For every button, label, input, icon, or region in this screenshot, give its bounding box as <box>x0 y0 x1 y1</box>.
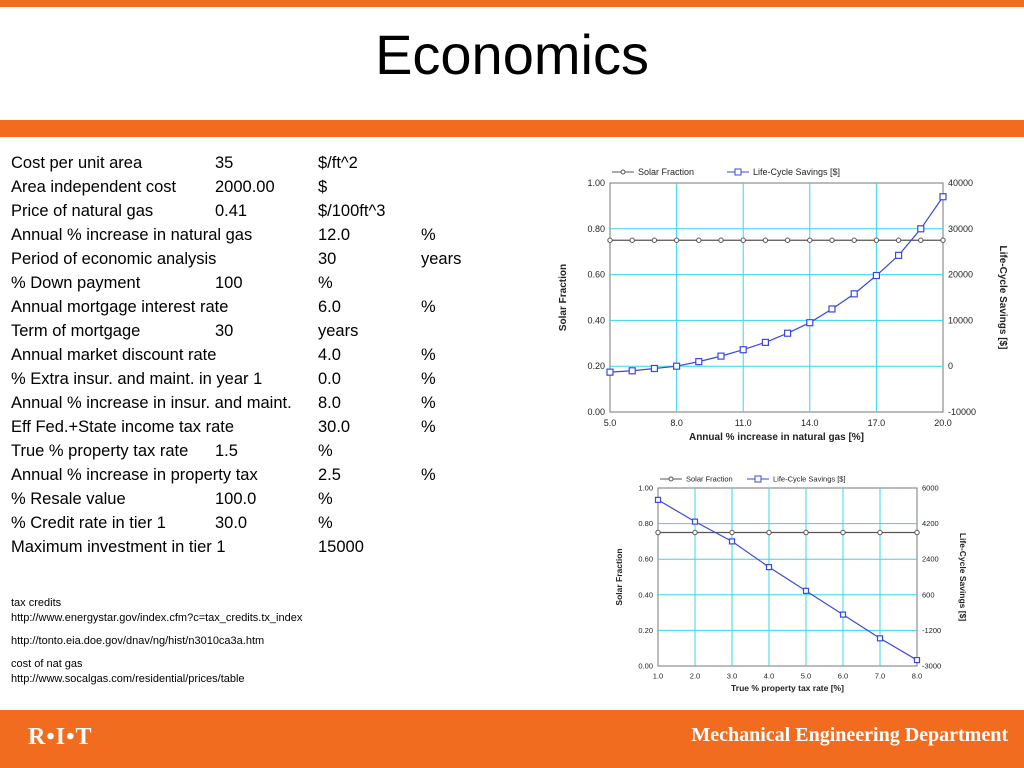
x-tick-label: 8.0 <box>911 671 923 681</box>
lcs-point <box>629 368 635 374</box>
chart-property-tax-rate <box>612 470 972 705</box>
lcs-point <box>873 273 879 279</box>
param-unit: 15000 <box>318 538 364 556</box>
param-extra: % <box>421 466 436 484</box>
param-extra: years <box>421 250 462 268</box>
solar-fraction-point <box>941 238 945 242</box>
lcs-point <box>767 565 772 570</box>
nat-gas-label: cost of nat gas <box>11 658 83 670</box>
y-tick-label: 0.80 <box>587 223 605 234</box>
param-label: Term of mortgage <box>11 322 141 340</box>
param-value: 100 <box>215 274 243 292</box>
param-unit: 4.0 <box>318 346 341 364</box>
param-unit: % <box>318 490 333 508</box>
param-unit: $ <box>318 178 328 196</box>
legend-lcs-label: Life-Cycle Savings [$] <box>753 167 841 177</box>
legend-solar-fraction-label: Solar Fraction <box>686 474 733 484</box>
y2-tick-label: 10000 <box>948 315 974 326</box>
x-tick-label: 8.0 <box>670 418 683 428</box>
lcs-point <box>607 369 613 375</box>
param-value: 2000.00 <box>215 178 275 196</box>
solar-fraction-point <box>719 238 723 242</box>
lcs-point <box>651 365 657 371</box>
param-unit: years <box>318 322 359 340</box>
solar-fraction-point <box>741 238 745 242</box>
param-label: Price of natural gas <box>11 202 154 220</box>
lcs-point <box>785 330 791 336</box>
param-value: 30 <box>215 322 234 340</box>
param-unit: 30 <box>318 250 337 268</box>
lcs-point <box>940 194 946 200</box>
y-tick-label: 1.00 <box>587 178 605 188</box>
param-label: True % property tax rate <box>11 442 189 460</box>
x-axis-label: True % property tax rate [%] <box>731 683 844 693</box>
param-unit: 12.0 <box>318 226 351 244</box>
solar-fraction-point <box>652 238 656 242</box>
param-label: Maximum investment in tier 1 <box>11 538 226 556</box>
param-unit: % <box>318 274 333 292</box>
x-tick-label: 20.0 <box>934 418 952 428</box>
y2-tick-label: 40000 <box>948 178 974 188</box>
param-label: % Credit rate in tier 1 <box>11 514 166 532</box>
lcs-point <box>656 497 661 502</box>
x-tick-label: 1.0 <box>652 671 664 681</box>
y-axis-label: Solar Fraction <box>614 548 624 606</box>
param-label: Annual % increase in property tax <box>11 466 258 484</box>
y-tick-label: 1.00 <box>638 483 653 493</box>
y2-tick-label: 30000 <box>948 223 974 234</box>
solar-fraction-point <box>693 530 697 534</box>
x-tick-label: 7.0 <box>874 671 886 681</box>
legend-lcs-marker <box>735 169 741 175</box>
param-unit: % <box>318 514 333 532</box>
param-label: % Resale value <box>11 490 126 508</box>
param-unit: % <box>318 442 333 460</box>
page-title: Economics <box>375 23 649 86</box>
y2-tick-label: 6000 <box>922 483 939 493</box>
y-tick-label: 0.40 <box>587 315 605 326</box>
param-extra: % <box>421 226 436 244</box>
y2-tick-label: 0 <box>948 361 954 372</box>
solar-fraction-point <box>841 530 845 534</box>
param-label: Cost per unit area <box>11 154 143 172</box>
x-tick-label: 2.0 <box>689 671 701 681</box>
param-label: Eff Fed.+State income tax rate <box>11 418 235 436</box>
solar-fraction-point <box>874 238 878 242</box>
rit-logo: R•I•T <box>28 724 93 750</box>
param-unit: $/100ft^3 <box>318 202 386 220</box>
legend-solar-fraction-marker <box>669 477 673 481</box>
solar-fraction-point <box>915 530 919 534</box>
x-tick-label: 14.0 <box>801 418 819 428</box>
param-label: Area independent cost <box>11 178 177 196</box>
solar-fraction-point <box>697 238 701 242</box>
lcs-point <box>918 226 924 232</box>
solar-fraction-point <box>785 238 789 242</box>
y-tick-label: 0.00 <box>587 407 605 417</box>
tax-credits-label: tax credits <box>11 597 62 609</box>
solar-fraction-point <box>730 530 734 534</box>
lcs-point <box>693 519 698 524</box>
y2-tick-label: -3000 <box>922 661 942 671</box>
nat-gas-url[interactable]: http://www.socalgas.com/residential/prices/table <box>11 673 245 685</box>
lcs-point <box>674 363 680 369</box>
solar-fraction-point <box>808 238 812 242</box>
param-value: 30.0 <box>215 514 248 532</box>
x-tick-label: 3.0 <box>726 671 738 681</box>
solar-fraction-point <box>830 238 834 242</box>
y-axis-label: Solar Fraction <box>558 263 569 332</box>
param-label: Period of economic analysis <box>11 250 217 268</box>
param-label: Annual mortgage interest rate <box>11 298 229 316</box>
y2-axis-label: Life-Cycle Savings [$] <box>958 532 968 622</box>
x-tick-label: 6.0 <box>837 671 849 681</box>
y2-axis-label: Life-Cycle Savings [$] <box>997 245 1008 350</box>
x-tick-label: 4.0 <box>763 671 775 681</box>
x-tick-label: 5.0 <box>603 418 617 428</box>
top-accent-bar <box>0 0 1024 7</box>
param-extra: % <box>421 370 436 388</box>
param-label: Annual % increase in insur. and maint. <box>11 394 292 412</box>
lcs-point <box>740 347 746 353</box>
y2-tick-label: 4200 <box>922 519 939 529</box>
y2-tick-label: -1200 <box>922 625 942 635</box>
solar-fraction-point <box>804 530 808 534</box>
legend-lcs-label: Life-Cycle Savings [$] <box>773 474 846 484</box>
solar-fraction-point <box>608 238 612 242</box>
y-tick-label: 0.00 <box>638 661 653 671</box>
solar-fraction-point <box>656 530 660 534</box>
y-tick-label: 0.20 <box>587 361 605 372</box>
lcs-point <box>915 658 920 663</box>
legend-solar-fraction-marker <box>621 170 625 174</box>
tax-credits-url[interactable]: http://www.energystar.gov/index.cfm?c=tax_credits.tx_index <box>11 612 303 624</box>
lcs-point <box>696 359 702 365</box>
solar-fraction-point <box>896 238 900 242</box>
eia-url[interactable]: http://tonto.eia.doe.gov/dnav/ng/hist/n3010ca3a.htm <box>11 635 265 647</box>
y2-tick-label: 2400 <box>922 554 939 564</box>
y2-tick-label: 600 <box>922 590 935 600</box>
param-extra: % <box>421 346 436 364</box>
param-label: Annual % increase in natural gas <box>11 226 253 244</box>
solar-fraction-point <box>767 530 771 534</box>
solar-fraction-point <box>630 238 634 242</box>
lcs-point <box>762 339 768 345</box>
param-value: 35 <box>215 154 234 172</box>
lcs-point <box>829 306 835 312</box>
references <box>11 596 302 687</box>
y-tick-label: 0.60 <box>587 269 605 280</box>
legend-lcs-marker <box>755 476 761 482</box>
param-value: 1.5 <box>215 442 238 460</box>
solar-fraction-point <box>878 530 882 534</box>
lcs-point <box>878 636 883 641</box>
lcs-point <box>896 252 902 258</box>
lcs-point <box>841 612 846 617</box>
lcs-point <box>730 539 735 544</box>
legend-solar-fraction-label: Solar Fraction <box>638 167 695 177</box>
solar-fraction-point <box>919 238 923 242</box>
y-tick-label: 0.20 <box>638 625 653 635</box>
solar-fraction-point <box>763 238 767 242</box>
param-unit: 6.0 <box>318 298 341 316</box>
param-unit: 30.0 <box>318 418 351 436</box>
footer-bar <box>0 710 1024 768</box>
param-extra: % <box>421 394 436 412</box>
solar-fraction-point <box>674 238 678 242</box>
param-extra: % <box>421 298 436 316</box>
param-unit: 8.0 <box>318 394 341 412</box>
x-axis-label: Annual % increase in natural gas [%] <box>688 432 865 443</box>
param-value: 0.41 <box>215 202 248 220</box>
param-label: % Down payment <box>11 274 141 292</box>
title-divider-band <box>0 120 1024 137</box>
param-unit: $/ft^2 <box>318 154 358 172</box>
y-tick-label: 0.60 <box>638 554 653 564</box>
solar-fraction-point <box>852 238 856 242</box>
x-tick-label: 11.0 <box>734 418 752 428</box>
y2-tick-label: 20000 <box>948 269 974 280</box>
param-value: 100.0 <box>215 490 257 508</box>
chart-natural-gas-increase <box>552 160 1012 450</box>
y-tick-label: 0.80 <box>638 519 653 529</box>
param-label: % Extra insur. and maint. in year 1 <box>11 370 263 388</box>
lcs-point <box>807 320 813 326</box>
lcs-point <box>718 353 724 359</box>
plot-area <box>610 183 943 412</box>
department-name: Mechanical Engineering Department <box>691 724 1008 746</box>
x-tick-label: 5.0 <box>800 671 812 681</box>
param-unit: 2.5 <box>318 466 341 484</box>
param-label: Annual market discount rate <box>11 346 217 364</box>
y-tick-label: 0.40 <box>638 590 653 600</box>
lcs-point <box>851 291 857 297</box>
param-extra: % <box>421 418 436 436</box>
x-tick-label: 17.0 <box>867 418 886 428</box>
param-unit: 0.0 <box>318 370 341 388</box>
y2-tick-label: -10000 <box>948 407 977 417</box>
lcs-point <box>804 588 809 593</box>
